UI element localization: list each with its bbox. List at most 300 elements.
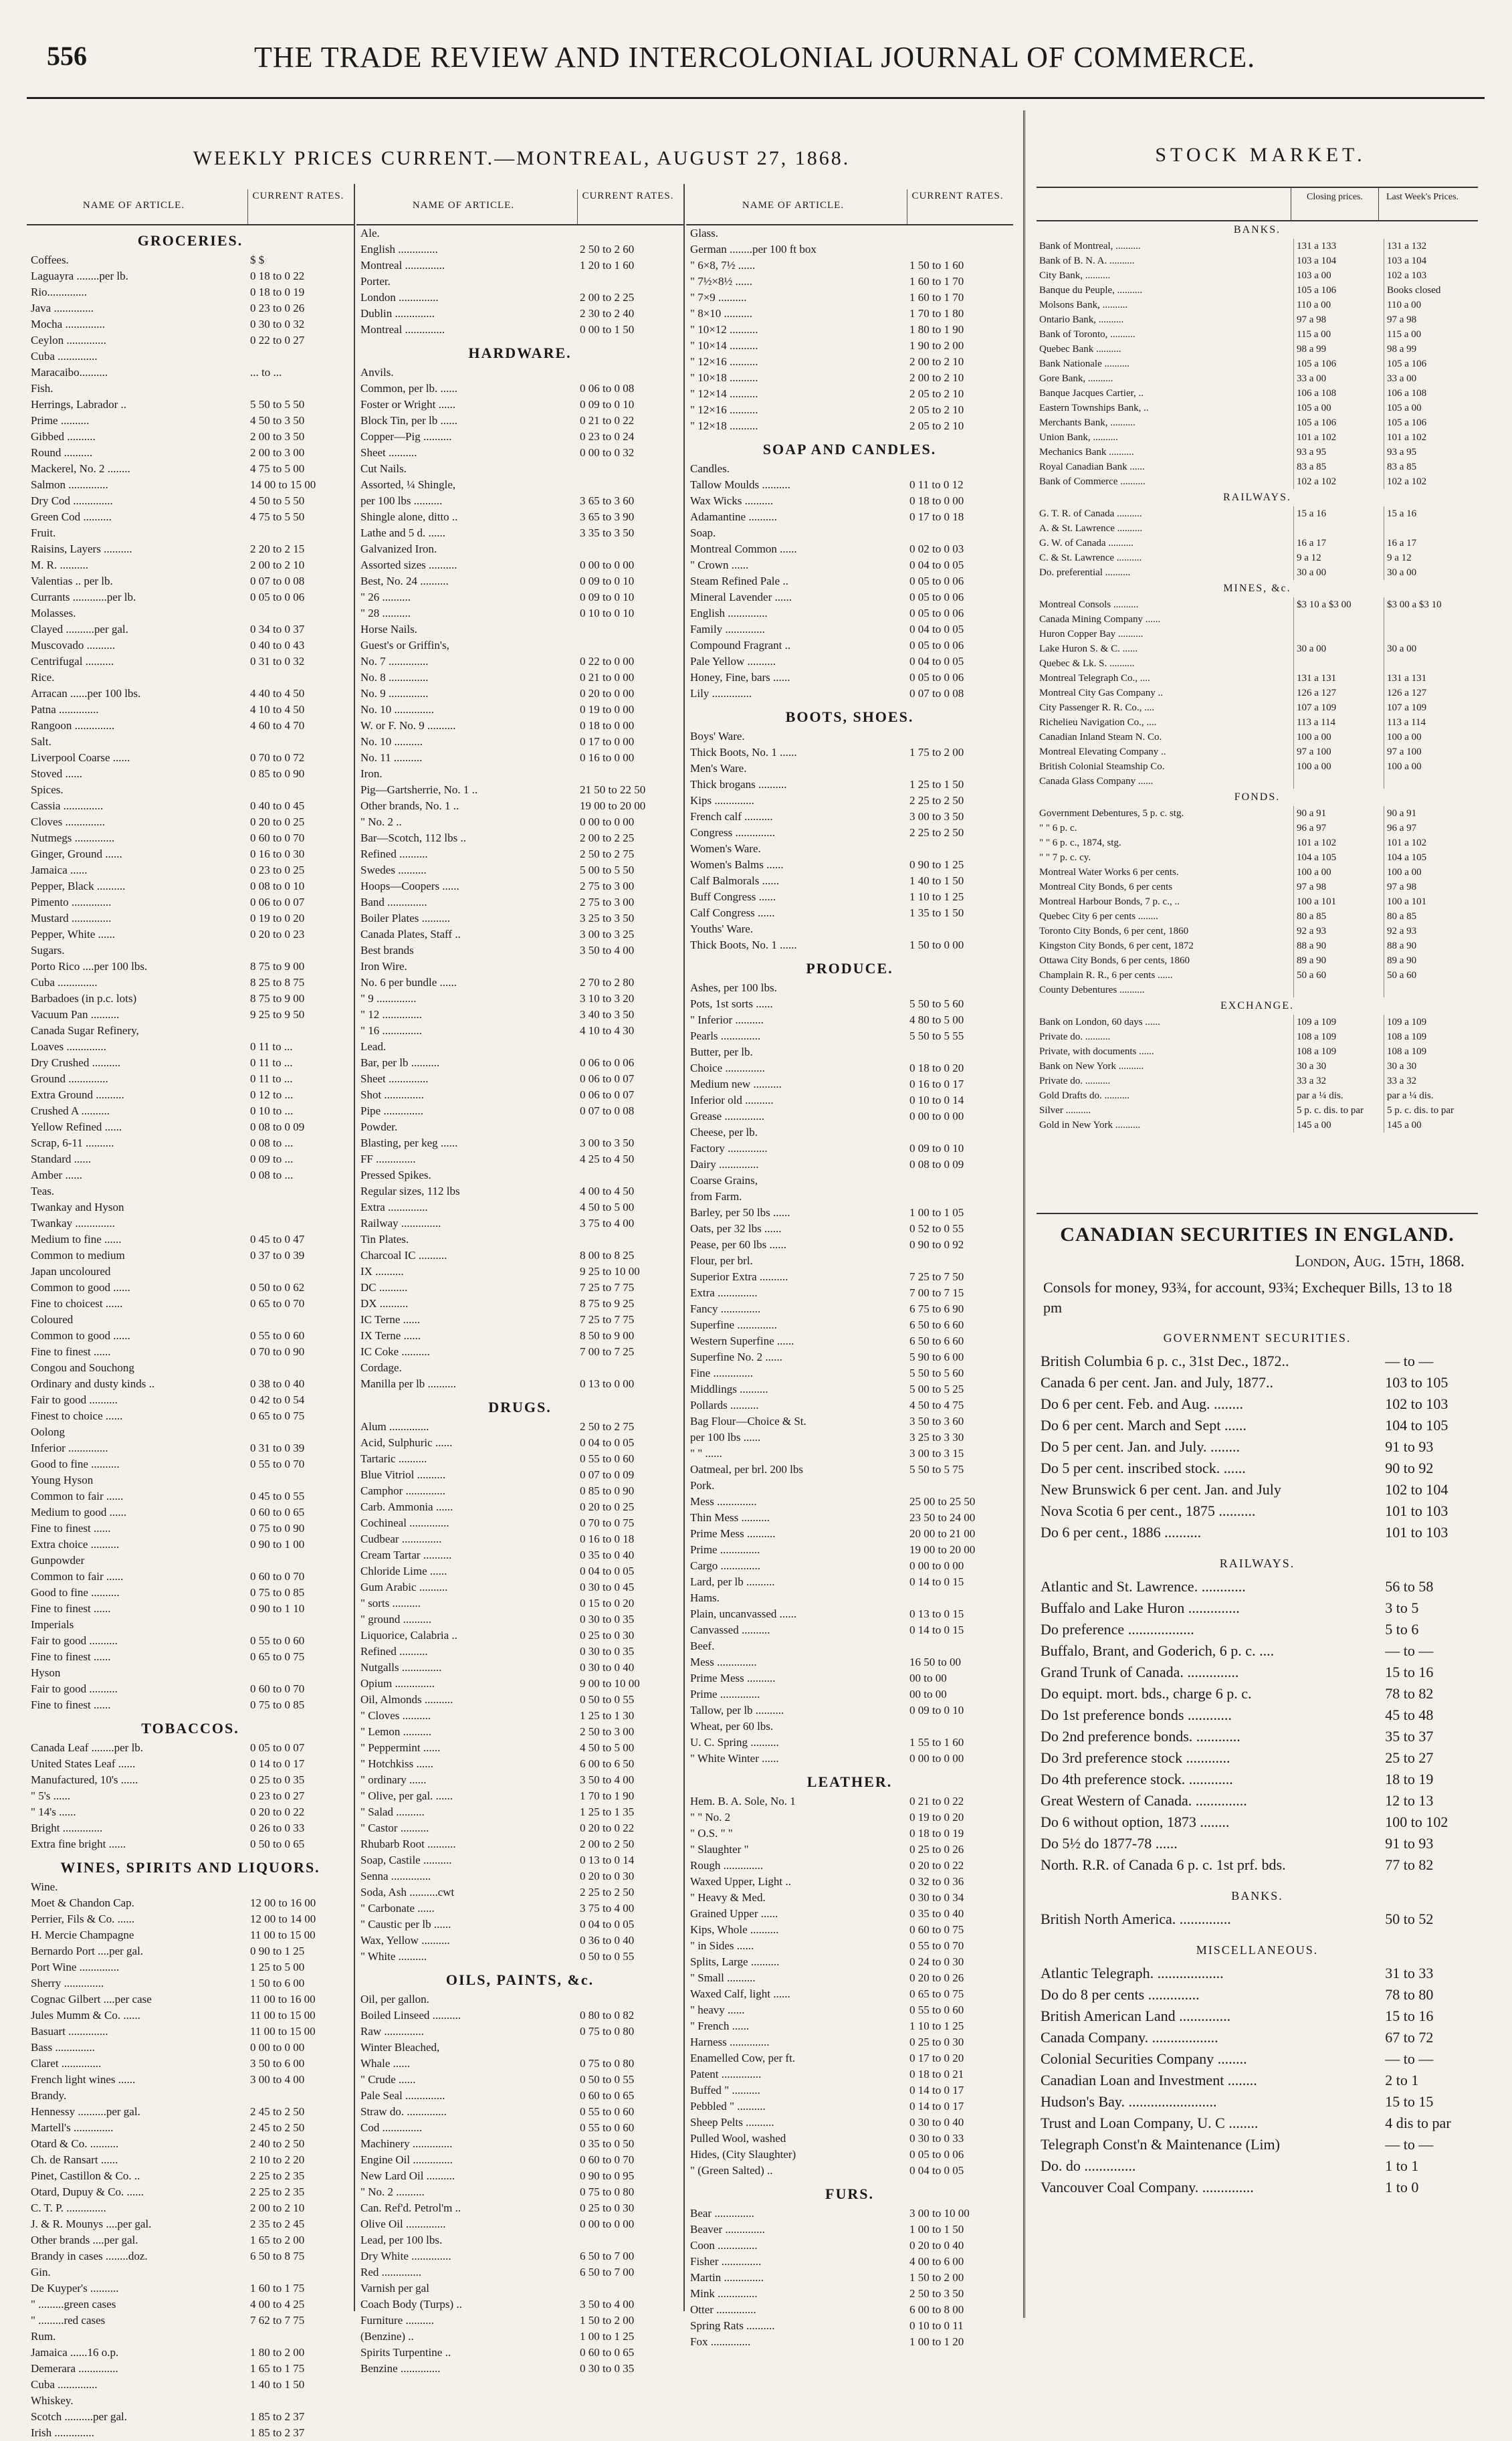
article-rate: 0 85 to 0 90 bbox=[580, 1484, 635, 1497]
stock-header-closing: Closing prices. bbox=[1291, 188, 1378, 220]
article-name: Scrap, 6-11 .......... bbox=[31, 1137, 114, 1149]
article-rate: 2 50 to 2 75 bbox=[580, 848, 635, 860]
article-rate: 0 11 to ... bbox=[250, 1056, 293, 1069]
price-row bbox=[686, 1810, 1013, 1826]
price-row bbox=[686, 728, 1013, 745]
price-row bbox=[686, 1269, 1013, 1285]
stock-last-week-price: 108 a 109 bbox=[1384, 1030, 1474, 1044]
price-row bbox=[27, 734, 354, 750]
stock-name: A. & St. Lawrence .......... bbox=[1039, 523, 1143, 534]
price-row bbox=[356, 413, 683, 429]
price-row bbox=[27, 1879, 354, 1895]
article-rate: 8 25 to 8 75 bbox=[250, 976, 305, 989]
article-rate bbox=[904, 1125, 1010, 1141]
stock-name: Bank Nationale .......... bbox=[1039, 359, 1129, 369]
stock-row bbox=[1037, 939, 1478, 953]
article-name: IX Terne ...... bbox=[360, 1329, 421, 1342]
article-rate: 0 23 to 0 27 bbox=[250, 1789, 305, 1802]
stock-last-week-price: 103 a 104 bbox=[1384, 254, 1474, 268]
stock-closing-price: 16 a 17 bbox=[1293, 536, 1384, 551]
stock-row bbox=[1037, 239, 1478, 254]
article-rate: 9 25 to 10 00 bbox=[580, 1265, 640, 1278]
price-row bbox=[686, 2286, 1013, 2302]
article-rate: 0 08 to 0 09 bbox=[909, 1158, 964, 1171]
security-row bbox=[1037, 2027, 1478, 2048]
price-row bbox=[686, 1205, 1013, 1221]
price-row bbox=[356, 1644, 683, 1660]
stock-closing-price: 97 a 98 bbox=[1293, 312, 1384, 327]
article-rate: 2 25 to 2 35 bbox=[250, 2169, 305, 2182]
article-name: Crushed A .......... bbox=[31, 1104, 110, 1117]
price-row bbox=[686, 2334, 1013, 2350]
article-name: " heavy ...... bbox=[690, 2004, 745, 2016]
stock-last-week-price: 102 a 102 bbox=[1384, 474, 1474, 489]
stock-row bbox=[1037, 924, 1478, 939]
price-row bbox=[356, 541, 683, 557]
security-name: Buffalo, Brant, and Goderich, 6 p. c. .... bbox=[1041, 1642, 1275, 1659]
stock-last-week-price: $3 00 a $3 10 bbox=[1384, 597, 1474, 612]
security-name: Great Western of Canada. .............. bbox=[1041, 1792, 1247, 1809]
article-name: Varnish per gal bbox=[360, 2282, 429, 2294]
article-name: " 7×9 .......... bbox=[690, 291, 747, 304]
price-row bbox=[27, 1007, 354, 1023]
price-row bbox=[356, 2184, 683, 2200]
article-name: Charcoal IC .......... bbox=[360, 1249, 447, 1262]
price-row bbox=[356, 910, 683, 926]
stock-closing-price: 96 a 97 bbox=[1293, 821, 1384, 836]
price-row bbox=[27, 2008, 354, 2024]
article-rate: 0 18 to 0 19 bbox=[250, 286, 305, 298]
article-name: Buff Congress ...... bbox=[690, 890, 776, 903]
article-rate: 0 24 to 0 30 bbox=[909, 1955, 964, 1968]
article-rate: 0 52 to 0 55 bbox=[909, 1222, 964, 1235]
stock-closing-price: 30 a 00 bbox=[1293, 642, 1384, 656]
article-name: Common to fair ...... bbox=[31, 1570, 124, 1583]
article-name: Jamaica ......16 o.p. bbox=[31, 2346, 119, 2359]
article-rate: 0 55 to 0 60 bbox=[250, 1329, 305, 1342]
stock-name: Private, with documents ...... bbox=[1039, 1046, 1154, 1057]
stock-row bbox=[1037, 327, 1478, 342]
price-row bbox=[686, 2082, 1013, 2098]
stock-name: Molsons Bank, .......... bbox=[1039, 300, 1128, 310]
article-rate: 1 70 to 1 90 bbox=[580, 1789, 635, 1802]
price-row bbox=[356, 1836, 683, 1852]
article-rate: 1 50 to 2 00 bbox=[580, 2314, 635, 2327]
price-row bbox=[686, 1189, 1013, 1205]
price-row bbox=[686, 477, 1013, 493]
article-name: Dublin .............. bbox=[360, 307, 435, 320]
article-name: Cuba .............. bbox=[31, 976, 98, 989]
price-row bbox=[686, 1590, 1013, 1606]
article-rate bbox=[245, 1360, 350, 1376]
price-row bbox=[686, 1494, 1013, 1510]
article-rate: 14 00 to 15 00 bbox=[250, 478, 316, 491]
article-name: Other brands, No. 1 .. bbox=[360, 799, 459, 812]
article-name: Fine to finest ...... bbox=[31, 1522, 111, 1535]
price-row bbox=[27, 2280, 354, 2297]
price-row bbox=[686, 509, 1013, 525]
price-row bbox=[27, 910, 354, 926]
price-row bbox=[356, 274, 683, 290]
article-name: Twankay .............. bbox=[31, 1217, 115, 1230]
article-rate: 1 50 to 2 00 bbox=[909, 2271, 964, 2284]
securities-section-title: MISCELLANEOUS. bbox=[1196, 1943, 1319, 1957]
article-rate: 2 70 to 2 80 bbox=[580, 976, 635, 989]
article-name: Youths' Ware. bbox=[690, 922, 754, 935]
stock-closing-price: 104 a 105 bbox=[1293, 850, 1384, 865]
price-row bbox=[356, 1884, 683, 1900]
stock-closing-price: 90 a 91 bbox=[1293, 806, 1384, 821]
price-row bbox=[356, 621, 683, 638]
price-row bbox=[686, 1922, 1013, 1938]
security-row bbox=[1037, 1747, 1478, 1769]
stock-name: British Colonial Steamship Co. bbox=[1039, 761, 1165, 772]
article-name: " " No. 2 bbox=[690, 1811, 731, 1824]
price-row bbox=[686, 1842, 1013, 1858]
stock-closing-price bbox=[1293, 656, 1384, 671]
article-name: W. or F. No. 9 .......... bbox=[360, 719, 456, 732]
price-row bbox=[686, 354, 1013, 370]
article-rate: 0 34 to 0 37 bbox=[250, 623, 305, 636]
price-row bbox=[356, 1804, 683, 1820]
article-rate: 0 60 to 0 65 bbox=[580, 2346, 635, 2359]
price-row bbox=[686, 1954, 1013, 1970]
article-name: " 12×18 .......... bbox=[690, 419, 758, 432]
article-name: " 12×16 .......... bbox=[690, 403, 758, 416]
article-name: Hyson bbox=[31, 1666, 61, 1679]
article-name: " Heavy & Med. bbox=[690, 1891, 766, 1904]
stock-row bbox=[1037, 312, 1478, 327]
article-rate: 0 25 to 0 30 bbox=[909, 2036, 964, 2048]
price-section-title: HARDWARE. bbox=[468, 345, 572, 361]
article-name: " 9 .............. bbox=[360, 992, 417, 1005]
article-name: Swedes .......... bbox=[360, 864, 427, 876]
article-rate bbox=[245, 782, 350, 798]
article-rate: 0 09 to 0 10 bbox=[580, 575, 635, 587]
article-rate: 0 55 to 0 60 bbox=[580, 1452, 635, 1465]
price-row bbox=[27, 670, 354, 686]
price-row bbox=[686, 1906, 1013, 1922]
article-rate bbox=[904, 1173, 1010, 1189]
article-rate: 25 00 to 25 50 bbox=[909, 1495, 976, 1508]
stock-last-week-price: 105 a 106 bbox=[1384, 357, 1474, 371]
article-rate: 0 05 to 0 06 bbox=[909, 575, 964, 587]
price-section-title: WINES, SPIRITS AND LIQUORS. bbox=[60, 1859, 320, 1876]
security-name: Telegraph Const'n & Maintenance (Lim) bbox=[1041, 2136, 1280, 2153]
article-name: Hams. bbox=[690, 1591, 720, 1604]
article-rate bbox=[574, 1991, 680, 2008]
article-name: Boiler Plates .......... bbox=[360, 912, 451, 924]
article-rate bbox=[574, 541, 680, 557]
article-name: Cream Tartar .......... bbox=[360, 1549, 452, 1561]
price-row bbox=[356, 1312, 683, 1328]
price-row bbox=[686, 541, 1013, 557]
article-rate: 4 75 to 5 50 bbox=[250, 510, 305, 523]
price-row bbox=[27, 2120, 354, 2136]
article-rate: 16 50 to 00 bbox=[909, 1656, 961, 1668]
article-rate: 0 50 to 0 55 bbox=[580, 2073, 635, 2086]
price-row bbox=[686, 258, 1013, 274]
price-row bbox=[27, 2329, 354, 2345]
stock-last-week-price: 97 a 98 bbox=[1384, 312, 1474, 327]
price-row bbox=[356, 1788, 683, 1804]
stock-closing-price: 100 a 00 bbox=[1293, 865, 1384, 880]
article-name: Candles. bbox=[690, 462, 730, 475]
price-row bbox=[356, 1595, 683, 1612]
security-price: 3 to 5 bbox=[1385, 1599, 1419, 1616]
article-name: Currants ............per lb. bbox=[31, 591, 136, 603]
article-name: Maracaibo.......... bbox=[31, 366, 108, 379]
article-name: Western Superfine ...... bbox=[690, 1335, 794, 1347]
article-name: Demerara .............. bbox=[31, 2362, 118, 2375]
article-rate: 2 35 to 2 45 bbox=[250, 2218, 305, 2230]
price-row bbox=[27, 2313, 354, 2329]
stock-last-week-price: 92 a 93 bbox=[1384, 924, 1474, 939]
article-rate: 0 90 to 1 25 bbox=[909, 858, 964, 871]
article-rate: 0 65 to 0 75 bbox=[909, 1987, 964, 2000]
article-rate bbox=[904, 225, 1010, 241]
article-rate: 0 18 to 0 20 bbox=[909, 1062, 964, 1074]
article-rate: 0 05 to 0 06 bbox=[909, 671, 964, 684]
price-row bbox=[356, 429, 683, 445]
article-name: Brandy in cases ........doz. bbox=[31, 2250, 148, 2262]
stock-closing-price: 5 p. c. dis. to par bbox=[1293, 1103, 1384, 1118]
stock-row bbox=[1037, 1044, 1478, 1059]
price-row bbox=[356, 2264, 683, 2280]
article-rate: 1 40 to 1 50 bbox=[909, 874, 964, 887]
price-row bbox=[356, 1740, 683, 1756]
security-price: 101 to 103 bbox=[1385, 1524, 1448, 1541]
stock-last-week-price: 109 a 109 bbox=[1384, 1015, 1474, 1030]
security-price: 45 to 48 bbox=[1385, 1706, 1434, 1723]
price-row bbox=[27, 1376, 354, 1392]
price-row bbox=[686, 1141, 1013, 1157]
article-rate: 0 08 to ... bbox=[250, 1137, 294, 1149]
article-rate: 11 00 to 15 00 bbox=[250, 2009, 316, 2022]
price-row bbox=[27, 2409, 354, 2425]
article-rate: 0 20 to 0 22 bbox=[580, 1822, 635, 1834]
article-rate: 0 42 to 0 54 bbox=[250, 1393, 305, 1406]
article-name: Grease .............. bbox=[690, 1110, 764, 1122]
stock-closing-price: 80 a 85 bbox=[1293, 909, 1384, 924]
article-name: Calf Congress ...... bbox=[690, 906, 775, 919]
article-rate: 0 23 to 0 26 bbox=[250, 302, 305, 314]
price-row bbox=[686, 525, 1013, 541]
stock-row bbox=[1037, 983, 1478, 997]
article-name: Common to good ...... bbox=[31, 1281, 130, 1294]
article-rate bbox=[245, 525, 350, 541]
price-row bbox=[686, 2050, 1013, 2066]
article-name: Valentias .. per lb. bbox=[31, 575, 113, 587]
article-rate bbox=[904, 525, 1010, 541]
article-name: Choice .............. bbox=[690, 1062, 765, 1074]
article-rate: 6 50 to 8 75 bbox=[250, 2250, 305, 2262]
article-rate: 0 07 to 0 08 bbox=[580, 1104, 635, 1117]
article-name: Raw .............. bbox=[360, 2025, 424, 2038]
price-row bbox=[686, 1510, 1013, 1526]
article-rate bbox=[245, 1553, 350, 1569]
article-name: Common to medium bbox=[31, 1249, 125, 1262]
price-row bbox=[356, 798, 683, 814]
article-name: " sorts .......... bbox=[360, 1597, 421, 1609]
article-name: Yellow Refined ...... bbox=[31, 1120, 122, 1133]
article-rate: 0 05 to 0 06 bbox=[909, 639, 964, 652]
article-name: " in Sides ...... bbox=[690, 1939, 754, 1952]
article-name: Cut Nails. bbox=[360, 462, 407, 475]
stock-closing-price: 109 a 109 bbox=[1293, 1015, 1384, 1030]
price-row bbox=[356, 1628, 683, 1644]
price-row bbox=[686, 290, 1013, 306]
article-name: Pale Seal .............. bbox=[360, 2089, 445, 2102]
article-name: Medium new .......... bbox=[690, 1078, 782, 1090]
article-name: Clayed ..........per gal. bbox=[31, 623, 128, 636]
article-name: Pease, per 60 lbs ...... bbox=[690, 1238, 787, 1251]
security-price: 15 to 16 bbox=[1385, 2008, 1434, 2024]
price-row bbox=[27, 1312, 354, 1328]
security-name: British American Land .............. bbox=[1041, 2008, 1231, 2024]
stock-closing-price: 15 a 16 bbox=[1293, 506, 1384, 521]
article-name: Finest to choice ...... bbox=[31, 1409, 123, 1422]
article-rate: 0 04 to 0 05 bbox=[580, 1918, 635, 1931]
stock-name: Canada Glass Company ...... bbox=[1039, 776, 1154, 787]
stock-closing-price: 100 a 00 bbox=[1293, 730, 1384, 745]
article-name: Extra choice .......... bbox=[31, 1538, 120, 1551]
article-rate: 3 00 to 3 25 bbox=[580, 928, 635, 941]
article-rate: 0 75 to 0 80 bbox=[580, 2185, 635, 2198]
price-row bbox=[686, 1702, 1013, 1719]
article-name: FF .............. bbox=[360, 1153, 416, 1165]
article-rate: 1 10 to 1 25 bbox=[909, 890, 964, 903]
stock-closing-price: 108 a 109 bbox=[1293, 1030, 1384, 1044]
article-name: Fine to finest ...... bbox=[31, 1602, 111, 1615]
stock-row bbox=[1037, 1103, 1478, 1118]
article-name: " Caustic per lb ...... bbox=[360, 1918, 451, 1931]
article-name: " 5's ...... bbox=[31, 1789, 71, 1802]
article-rate: 7 62 to 7 75 bbox=[250, 2314, 305, 2327]
article-name: Senna .............. bbox=[360, 1870, 431, 1882]
article-name: Barbadoes (in p.c. lots) bbox=[31, 992, 137, 1005]
price-row bbox=[356, 1215, 683, 1232]
price-row bbox=[27, 894, 354, 910]
price-row bbox=[686, 889, 1013, 905]
security-row bbox=[1037, 1683, 1478, 1704]
price-row bbox=[356, 846, 683, 862]
price-row bbox=[27, 300, 354, 316]
price-row bbox=[356, 2040, 683, 2056]
security-row bbox=[1037, 1372, 1478, 1393]
price-row bbox=[686, 418, 1013, 434]
article-name: Coach Body (Turps) .. bbox=[360, 2298, 462, 2311]
price-row bbox=[356, 2232, 683, 2248]
price-column bbox=[686, 184, 1013, 2348]
stock-row bbox=[1037, 671, 1478, 686]
article-name: Martell's .............. bbox=[31, 2121, 114, 2134]
article-name: Otard, Dupuy & Co. ...... bbox=[31, 2185, 144, 2198]
stock-last-week-price: 33 a 32 bbox=[1384, 1074, 1474, 1088]
article-name: Nutgalls .............. bbox=[360, 1661, 442, 1674]
article-rate: 0 14 to 0 17 bbox=[250, 1757, 305, 1770]
price-row bbox=[686, 1012, 1013, 1028]
security-price: 1 to 1 bbox=[1385, 2157, 1419, 2174]
price-row bbox=[686, 1221, 1013, 1237]
article-rate bbox=[245, 2088, 350, 2104]
price-row bbox=[27, 2297, 354, 2313]
price-row bbox=[27, 2168, 354, 2184]
price-row bbox=[356, 926, 683, 943]
price-row bbox=[356, 686, 683, 702]
price-row bbox=[27, 557, 354, 573]
column-divider bbox=[1023, 110, 1025, 2318]
article-name: Pork. bbox=[690, 1479, 715, 1492]
article-name: Fair to good .......... bbox=[31, 1682, 118, 1695]
article-name: Montreal Common ...... bbox=[690, 543, 797, 555]
price-row bbox=[686, 1686, 1013, 1702]
price-row bbox=[27, 1360, 354, 1376]
price-row bbox=[686, 1938, 1013, 1954]
article-name: H. Mercie Champagne bbox=[31, 1929, 134, 1941]
article-name: Ceylon .............. bbox=[31, 334, 106, 347]
article-rate bbox=[245, 2393, 350, 2409]
price-row bbox=[356, 654, 683, 670]
article-name: Lily .............. bbox=[690, 687, 752, 700]
stock-last-week-price: 80 a 85 bbox=[1384, 909, 1474, 924]
article-rate: 0 05 to 0 06 bbox=[909, 591, 964, 603]
article-rate: 0 90 to 1 25 bbox=[250, 1945, 305, 1957]
article-name: Middlings .......... bbox=[690, 1383, 768, 1395]
price-row bbox=[356, 1135, 683, 1151]
article-rate: 2 00 to 3 50 bbox=[250, 430, 305, 443]
price-row bbox=[27, 1440, 354, 1456]
price-row bbox=[686, 2098, 1013, 2115]
security-price: 67 to 72 bbox=[1385, 2029, 1434, 2046]
price-row bbox=[27, 2136, 354, 2152]
security-price: 25 to 27 bbox=[1385, 1749, 1434, 1766]
article-name: Sheet .............. bbox=[360, 1072, 429, 1085]
price-row bbox=[27, 525, 354, 541]
article-rate bbox=[904, 1044, 1010, 1060]
article-rate bbox=[245, 1183, 350, 1199]
stock-name: Ottawa City Bonds, 6 per cents, 1860 bbox=[1039, 955, 1190, 966]
stock-row bbox=[1037, 821, 1478, 836]
stock-name: Banque du Peuple, .......... bbox=[1039, 285, 1143, 296]
security-name: Do 6 per cent. Feb. and Aug. ........ bbox=[1041, 1395, 1244, 1412]
stock-last-week-price: 145 a 00 bbox=[1384, 1118, 1474, 1133]
stock-last-week-price: 15 a 16 bbox=[1384, 506, 1474, 521]
security-row bbox=[1037, 1458, 1478, 1479]
article-rate: 0 55 to 0 60 bbox=[909, 2004, 964, 2016]
article-name: J. & R. Mounys ....per gal. bbox=[31, 2218, 152, 2230]
price-row bbox=[686, 2147, 1013, 2163]
article-name: Shot .............. bbox=[360, 1088, 424, 1101]
article-rate: 1 10 to 1 25 bbox=[909, 2020, 964, 2032]
price-row bbox=[356, 365, 683, 381]
article-name: Cudbear .............. bbox=[360, 1533, 442, 1545]
stock-closing-price: 105 a 00 bbox=[1293, 401, 1384, 415]
article-name: Bright .............. bbox=[31, 1822, 103, 1834]
article-rate: 2 50 to 3 00 bbox=[580, 1725, 635, 1738]
security-price: 1 to 0 bbox=[1385, 2179, 1419, 2195]
stock-row bbox=[1037, 460, 1478, 474]
stock-closing-price: 30 a 00 bbox=[1293, 565, 1384, 580]
article-name: " .........red cases bbox=[31, 2314, 106, 2327]
article-rate: 2 00 to 2 25 bbox=[580, 291, 635, 304]
article-rate: 0 11 to 0 12 bbox=[909, 478, 964, 491]
article-name: Waxed Upper, Light .. bbox=[690, 1875, 791, 1888]
price-row bbox=[356, 1376, 683, 1392]
article-rate: 0 60 to 0 70 bbox=[580, 2153, 635, 2166]
article-rate: 0 17 to 0 00 bbox=[580, 735, 635, 748]
price-row bbox=[356, 1531, 683, 1547]
